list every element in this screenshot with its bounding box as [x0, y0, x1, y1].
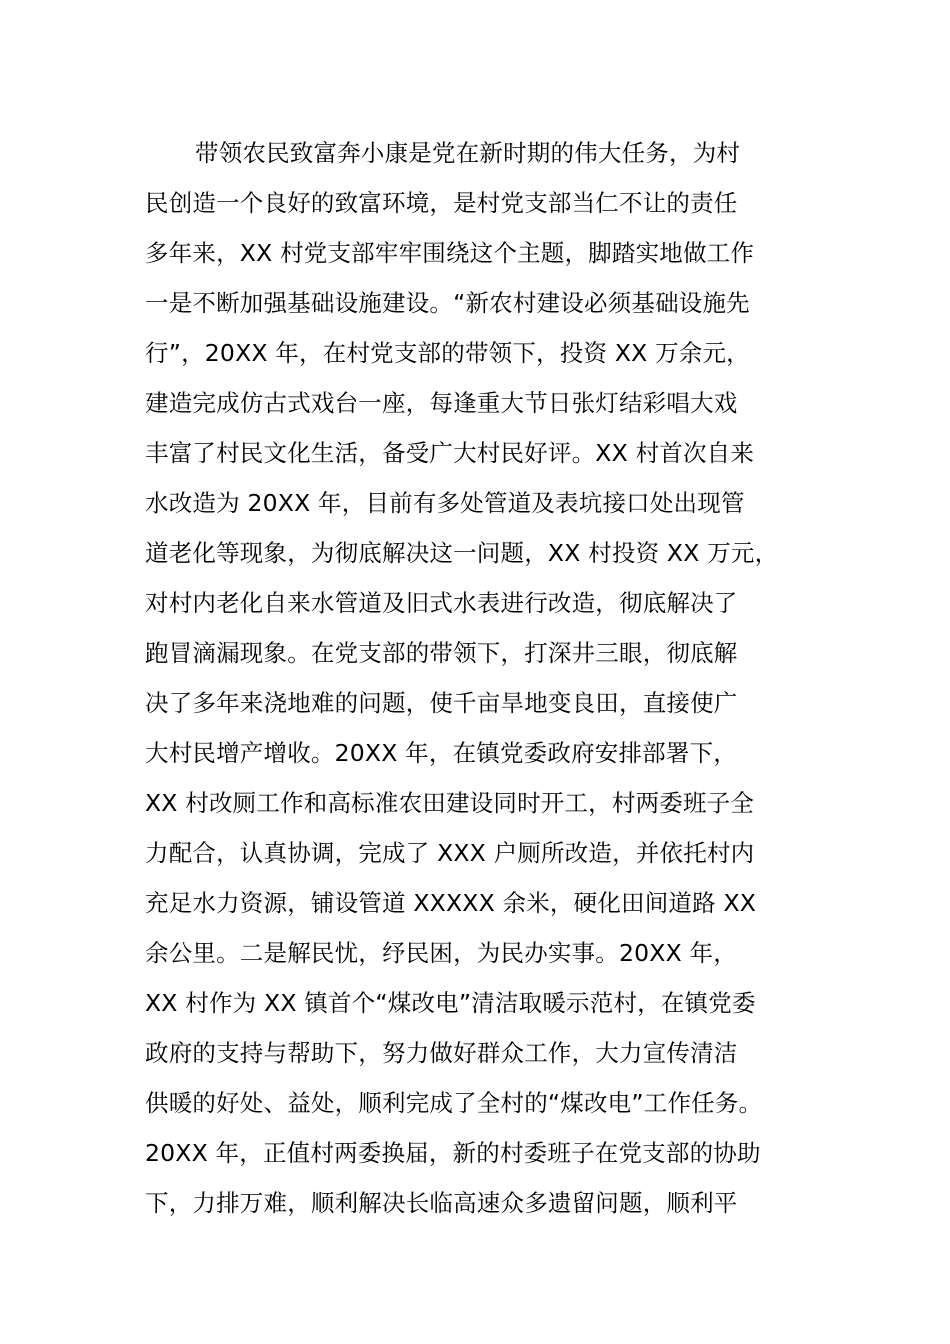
text-line: 行”，20XX 年，在村党支部的带领下，投资 XX 万余元， [145, 339, 750, 367]
text-line: 多年来，XX 村党支部牢牢围绕这个主题，脚踏实地做工作 [145, 239, 755, 267]
text-line: 充足水力资源，铺设管道 XXXXX 余米，硬化田间道路 XX [145, 889, 757, 917]
text-line: 对村内老化自来水管道及旧式水表进行改造，彻底解决了 [145, 589, 738, 617]
text-line: 建造完成仿古式戏台一座，每逢重大节日张灯结彩唱大戏 [145, 389, 738, 417]
text-line: 大村民增产增收。20XX 年，在镇党委政府安排部署下， [145, 739, 737, 767]
text-line: 政府的支持与帮助下，努力做好群众工作，大力宣传清洁 [145, 1039, 738, 1067]
text-line: 下，力排万难，顺利解决长临高速众多遗留问题，顺利平 [145, 1189, 738, 1217]
text-line: 丰富了村民文化生活，备受广大村民好评。XX 村首次自来 [145, 439, 755, 467]
text-line: 道老化等现象，为彻底解决这一问题，XX 村投资 XX 万元， [145, 539, 779, 567]
text-line: 一是不断加强基础设施建设。“新农村建设必须基础设施先 [145, 289, 750, 317]
text-line: XX 村作为 XX 镇首个“煤改电”清洁取暖示范村，在镇党委 [145, 989, 756, 1017]
text-line: XX 村改厕工作和高标准农田建设同时开工，村两委班子全 [145, 789, 755, 817]
text-line: 水改造为 20XX 年，目前有多处管道及表坑接口处出现管 [145, 489, 745, 517]
text-line: 决了多年来浇地难的问题，使千亩旱地变良田，直接使广 [145, 689, 738, 717]
text-line: 力配合，认真协调，完成了 XXX 户厕所改造，并依托村内 [145, 839, 755, 867]
text-line: 民创造一个良好的致富环境，是村党支部当仁不让的责任 [145, 189, 738, 217]
text-line: 20XX 年，正值村两委换届，新的村委班子在党支部的协助 [145, 1139, 761, 1167]
text-line: 跑冒滴漏现象。在党支部的带领下，打深井三眼，彻底解 [145, 639, 738, 667]
text-line: 供暖的好处、益处，顺利完成了全村的“煤改电”工作任务。 [145, 1089, 763, 1117]
text-line: 余公里。二是解民忧，纾民困，为民办实事。20XX 年， [145, 939, 737, 967]
text-line: 带领农民致富奔小康是党在新时期的伟大任务，为村 [195, 139, 741, 167]
